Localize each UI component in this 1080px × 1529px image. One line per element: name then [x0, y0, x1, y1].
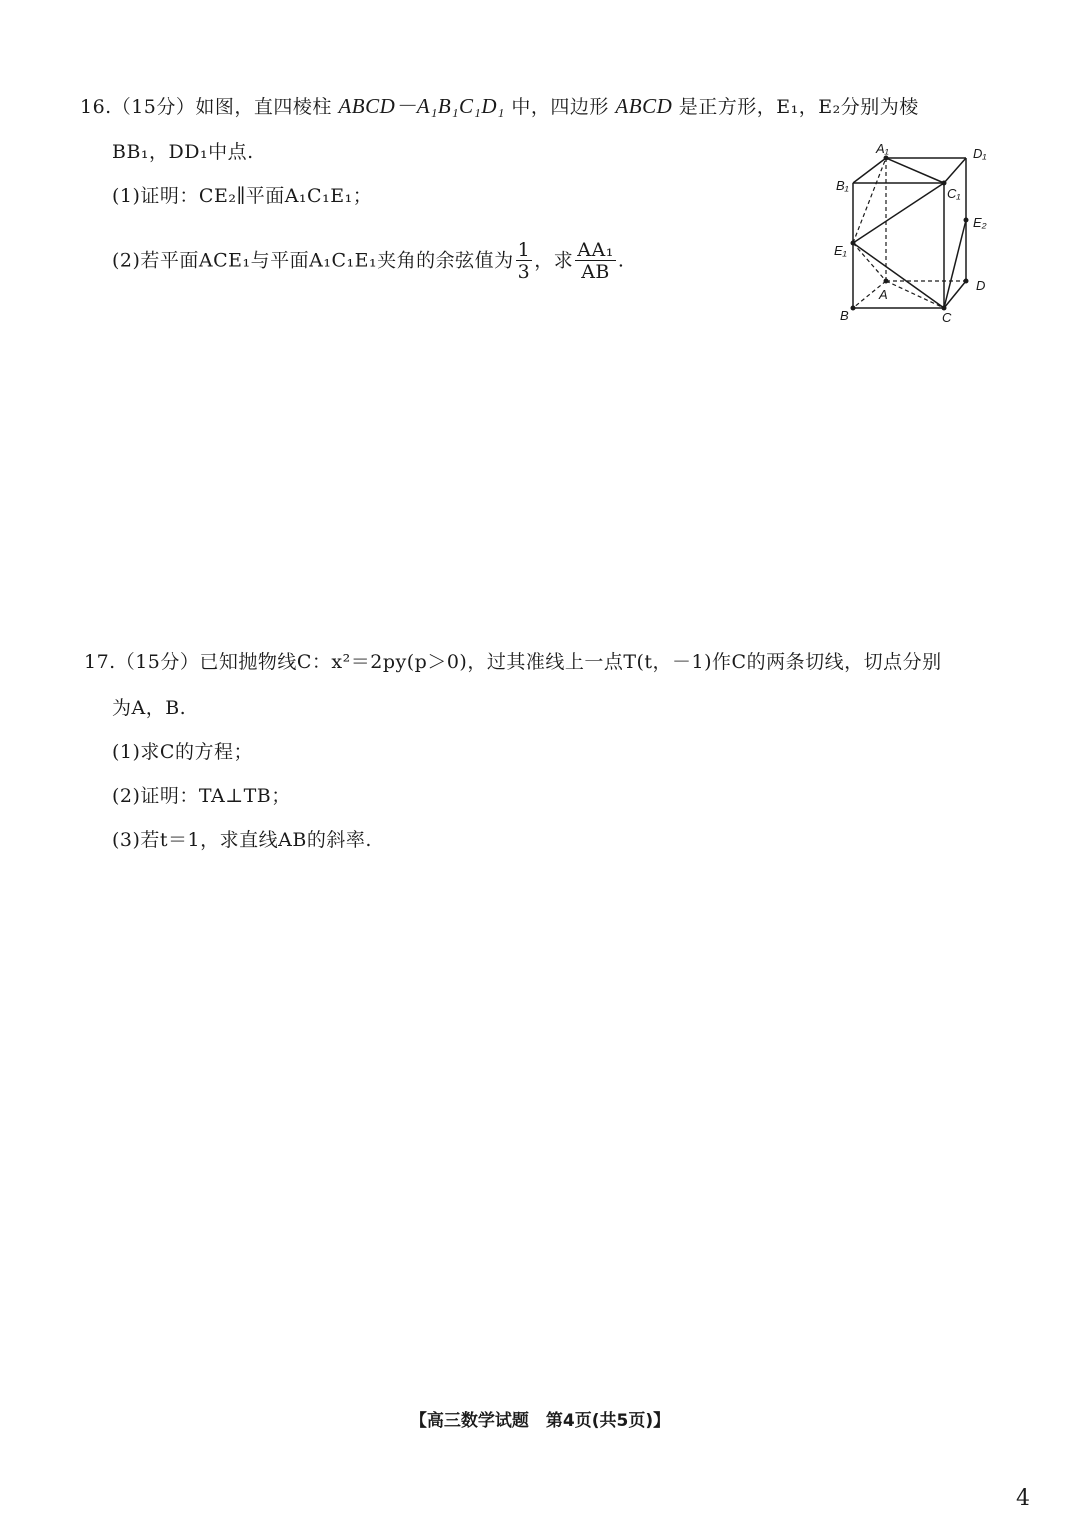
label-D: D: [976, 278, 986, 293]
label-A1: A₁: [876, 141, 889, 156]
q17-part2: (2)证明：TA⊥TB；: [112, 785, 291, 807]
label-B1: B₁: [836, 178, 849, 193]
edge-A1C1: [886, 158, 944, 183]
q17-part3: (3)若t＝1，求直线AB的斜率.: [112, 829, 372, 851]
label-E2: E₂: [973, 215, 987, 230]
q16-prism-name: ABCD－A₁B₁C₁D₁: [338, 94, 505, 118]
label-E1: E₁: [834, 243, 847, 258]
point-D: [964, 279, 969, 284]
point-C1: [942, 181, 947, 186]
label-B: B: [840, 308, 849, 323]
point-B: [851, 306, 856, 311]
q16-part1: (1)证明：CE₂∥平面A₁C₁E₁；: [112, 185, 373, 207]
q16-square-name: ABCD: [615, 94, 673, 118]
ratio-fraction: $\frac{\text{AA₁}}{AB}$: [577, 239, 614, 283]
edge-C1D1: [944, 158, 966, 183]
prism-diagram: [826, 138, 1006, 328]
point-E2: [964, 218, 969, 223]
q16-stem-line1: 16.（15分）如图，直四棱柱 ABCD－A₁B₁C₁D₁ 中，四边形 ABCD 是正方形，E₁，E₂分别为棱: [80, 94, 919, 118]
page-footer: 【高三数学试题 第4页(共5页)】: [409, 1411, 671, 1431]
edge-E1A-hidden: [853, 243, 886, 281]
point-E1: [851, 241, 856, 246]
label-A: A: [879, 287, 888, 302]
label-C1: C₁: [947, 186, 961, 201]
cos-fraction: $\frac{1}{3}$: [517, 239, 531, 283]
label-C: C: [942, 310, 952, 325]
page-number: 4: [1016, 1486, 1030, 1511]
label-D1: D₁: [973, 146, 987, 161]
edge-E1C1: [853, 183, 944, 243]
edge-AC-hidden: [886, 281, 944, 308]
q16-stem-line2: BB₁，DD₁中点.: [112, 141, 254, 163]
q17-part1: (1)求C的方程；: [112, 741, 253, 763]
prism-figure: [826, 138, 1006, 328]
q17-stem-line1: 17.（15分）已知抛物线C：x²＝2py(p＞0)，过其准线上一点T(t，－1)作C的两条切线，切点分别: [84, 651, 942, 673]
q16-part2: (2)若平面ACE₁与平面A₁C₁E₁夹角的余弦值为 $\frac{1}{3}$ ，求 $\frac{\text{AA₁}}{AB}$ .: [112, 239, 625, 283]
edge-E1C: [853, 243, 944, 308]
point-A1: [884, 156, 889, 161]
q17-stem-line2: 为A，B.: [112, 697, 187, 719]
point-A: [884, 279, 889, 284]
